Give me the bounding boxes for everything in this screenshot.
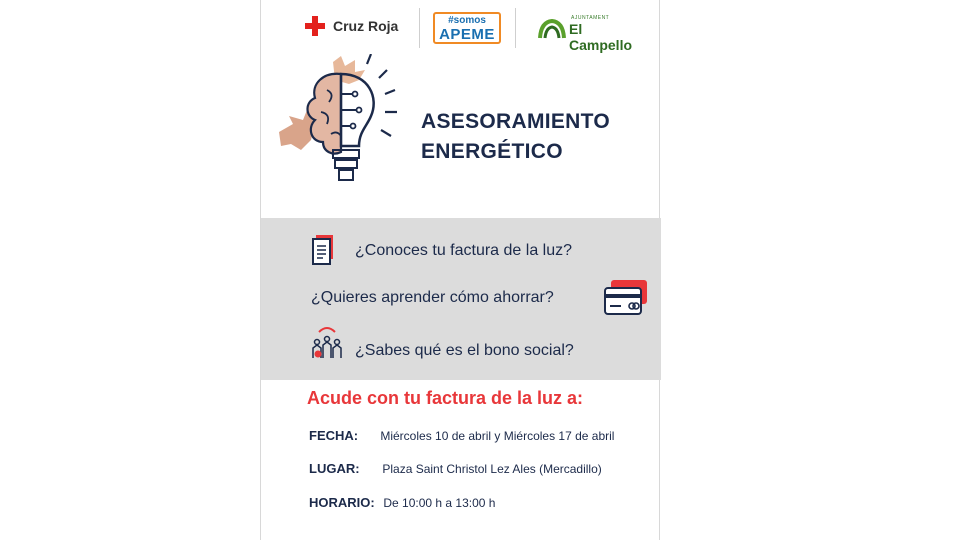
- fecha-row: [309, 428, 614, 443]
- horario-row: [309, 495, 495, 510]
- question-ahorrar: ¿Quieres aprender cómo ahorrar?: [311, 289, 554, 306]
- horario-value: De 10:00 h a 13:00 h: [383, 496, 496, 510]
- fecha-label: FECHA:: [309, 428, 359, 443]
- poster: [260, 0, 660, 540]
- question-bono-social: ¿Sabes qué es el bono social?: [355, 342, 574, 359]
- title-line-1: ASESORAMIENTO: [421, 110, 611, 133]
- campello-ajuntament: AJUNTAMENT: [571, 15, 610, 21]
- el-campello-logo: [537, 14, 647, 53]
- campello-emblem-icon: [537, 16, 567, 42]
- horario-label: HORARIO:: [309, 495, 375, 510]
- logo-divider: [515, 8, 516, 48]
- credit-card-icon: [603, 278, 649, 318]
- apeme-name: APEME: [439, 26, 495, 43]
- lugar-value: Plaza Saint Christol Lez Ales (Mercadillo): [382, 462, 602, 476]
- apeme-hashtag: #somos: [448, 15, 486, 26]
- logo-bar: [261, 0, 661, 54]
- people-wifi-icon: [309, 324, 345, 360]
- cruz-roja-text: Cruz Roja: [333, 18, 399, 34]
- apeme-logo: [433, 12, 501, 44]
- lugar-label: LUGAR:: [309, 461, 360, 476]
- fecha-value: Miércoles 10 de abril y Miércoles 17 de abril: [380, 429, 615, 443]
- red-cross-icon: [305, 16, 325, 36]
- cruz-roja-logo: [305, 16, 398, 36]
- call-to-action: Acude con tu factura de la luz a:: [307, 388, 584, 408]
- document-stack-icon: [311, 234, 335, 266]
- lugar-row: [309, 461, 602, 476]
- brain-lightbulb-icon: [271, 54, 411, 204]
- logo-divider: [419, 8, 420, 48]
- campello-name: El Campello: [569, 21, 633, 53]
- question-factura: ¿Conoces tu factura de la luz?: [355, 242, 573, 259]
- page-title: [421, 107, 610, 167]
- questions-band: [261, 218, 661, 380]
- title-line-2: ENERGÉTICO: [421, 140, 563, 163]
